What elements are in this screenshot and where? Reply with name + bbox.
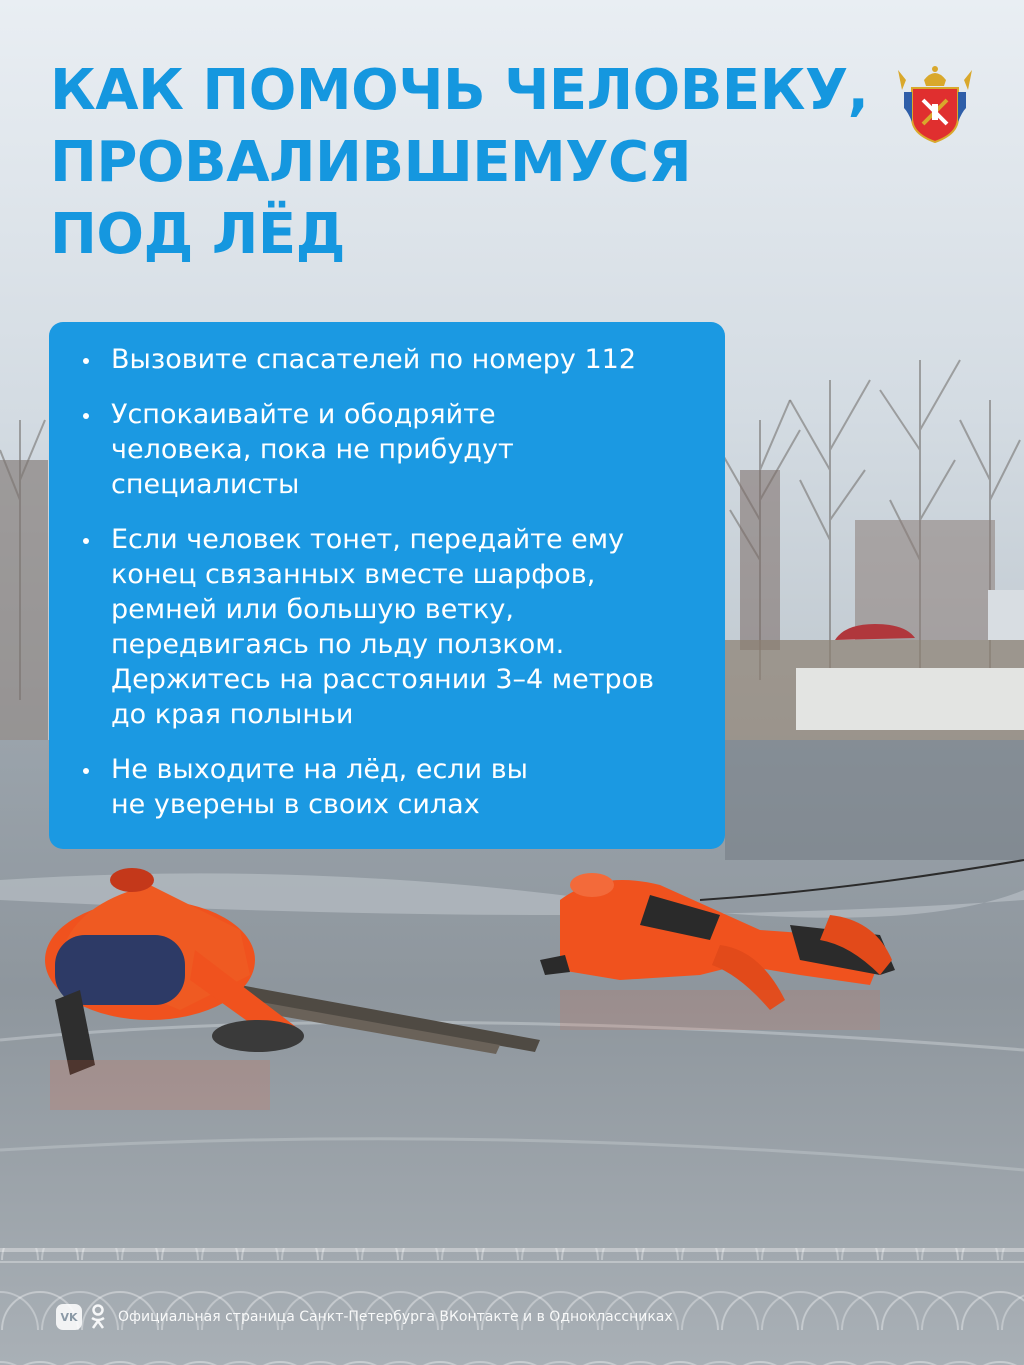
- tip-text: Успокаивайте и ободряйте человека, пока не прибудут специалисты: [111, 399, 514, 500]
- list-item: [83, 342, 701, 377]
- saint-petersburg-coat-of-arms-icon: [896, 62, 974, 146]
- page-title: [50, 55, 890, 271]
- bullet-icon: [83, 358, 89, 364]
- odnoklassniki-icon[interactable]: [90, 1304, 106, 1330]
- list-item: [83, 752, 551, 822]
- footer-text[interactable]: Официальная страница Санкт-Петербурга ВКонтакте и в Одноклассниках: [118, 1309, 673, 1325]
- list-item: [83, 397, 571, 502]
- bullet-icon: [83, 538, 89, 544]
- page-title-line: ПОД ЛЁД: [50, 202, 345, 267]
- vk-icon[interactable]: VK: [56, 1304, 82, 1330]
- tip-text: Если человек тонет, передайте ему конец связанных вместе шарфов, ремней или большую ветку, передвигаясь по льду ползком. Держитесь на расстоянии 3–4 метров до края полыньи: [111, 524, 655, 730]
- footer: [56, 1300, 956, 1334]
- tip-text: Вызовите спасателей по номеру 112: [111, 344, 637, 375]
- tips-list: [83, 342, 701, 822]
- bullet-icon: [83, 413, 89, 419]
- bullet-icon: [83, 768, 89, 774]
- list-item: [83, 522, 691, 732]
- page-title-line: ПРОВАЛИВШЕМУСЯ: [50, 130, 692, 195]
- tip-text: Не выходите на лёд, если вы не уверены в своих силах: [111, 754, 528, 820]
- tips-card: [49, 322, 725, 849]
- page-title-line: КАК ПОМОЧЬ ЧЕЛОВЕКУ,: [50, 58, 869, 123]
